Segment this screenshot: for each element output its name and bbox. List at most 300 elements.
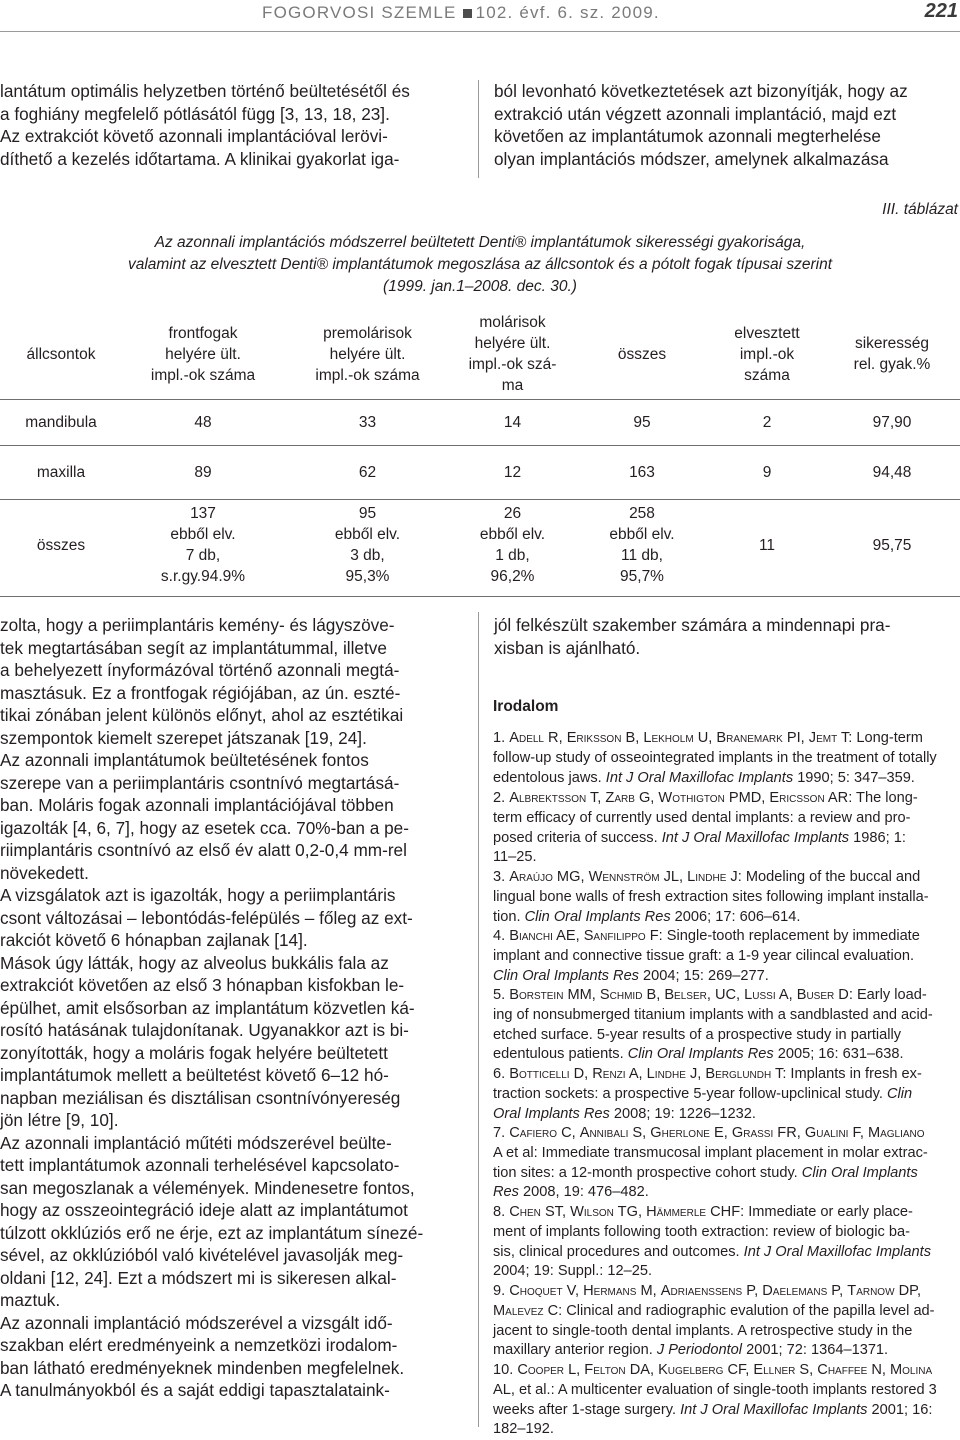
journal-title: Int J Oral Maxillofac Implants [743,1243,932,1260]
author-name: Albrektsson [509,790,587,806]
reference-item [493,789,959,868]
author-name: Daelemans [762,1283,828,1299]
text-line: növekedett. [0,862,89,883]
author-name: Lindhe [687,869,727,885]
cell-text: 94,48 [872,464,912,481]
reference-item [493,1282,959,1361]
column-header [0,309,122,400]
data-table [0,309,960,590]
column-divider [478,80,479,178]
text-line: maztuk. [0,1290,61,1310]
cell-text: mandibula [25,414,97,431]
reference-line [493,1183,959,1203]
reference-text: T, [586,790,606,806]
reference-line [493,749,959,769]
text-line: A vizsgálatok azt is igazolták, hogy a periimplantáris [0,885,396,905]
cell-text: 11 db, [621,547,663,564]
reference-text: 5. [493,987,510,1003]
page-number: 221 [924,0,958,22]
reference-text: 2006; 17: 606–614. [670,908,801,925]
text-line: Az extrakciót követő azonnali implantációval lerövi- [0,126,388,146]
reference-text: 1990; 5: 347–359. [793,769,915,786]
reference-text: 2004; 15: 269–277. [638,967,769,984]
text-line: épülhet, amit elsősorban az implantátum közvetlen ká- [0,997,415,1018]
reference-text: 1. [493,730,510,746]
table-body [0,400,960,591]
cell-text: összes [36,536,86,554]
author-name: Adriaenssens [660,1283,743,1299]
reference-text: posed criteria of success. [493,829,662,846]
reference-text: edentulous patients. [493,1046,628,1063]
header-text: molárisok [479,314,546,331]
reference-text: 182–192. [493,1421,554,1438]
journal-title: Clin [886,1085,913,1102]
cell-text: maxilla [36,464,86,481]
column-header [710,309,824,400]
reference-text: MG, [552,869,589,885]
author-name: Branemark [716,730,783,746]
reference-line [493,809,959,829]
reference-item [493,729,959,788]
author-name: Jemt [808,730,838,746]
text-line: Mások úgy látták, hogy az alveolus bukkális fala az [0,952,389,973]
text-line: sével, az okklúzióból való kivételével javasolják meg- [0,1245,404,1265]
reference-line [493,986,959,1006]
reference-line [493,1124,959,1144]
reference-text: T: Long-term [837,730,923,746]
author-name: Lussi [744,987,776,1003]
text-line: jól felkészült szakember számára a mindennapi pra- [494,615,891,635]
reference-text: AE, [552,928,584,944]
text-line: a foghiány megfelelő pótlásától függ [3, 13, 18, 23]. [0,103,390,124]
text-line: igazolták [4, 6, 7], hogy az esetek cca. 70%-ban a pe- [0,817,409,838]
reference-text: G, [634,790,659,806]
reference-line [493,1065,959,1085]
reference-line [493,1105,959,1125]
cell-text: 95,75 [872,536,912,554]
cell-text: 95,3% [345,568,390,585]
table-cell [710,500,824,591]
reference-item [493,1065,959,1124]
reference-text: J, [685,1066,706,1082]
reference-text: B, [642,987,665,1003]
reference-line [493,1223,959,1243]
cell-text: 3 db, [350,547,385,564]
table-row [0,446,960,500]
cell-text: 1 db, [495,547,530,564]
body-left-column [0,614,463,1402]
reference-line [493,1381,959,1401]
text-line: Az azonnali implantáció módszerével a vizsgált idő- [0,1312,393,1333]
text-line: implantátumok mellett a beültetést követő 6–12 hó- [0,1065,389,1085]
header-text: sikeresség [854,335,930,352]
table-cell [824,400,960,446]
reference-line [493,1420,959,1440]
cell-text: 12 [503,464,522,481]
journal-title: Int J Oral Maxillofac Implants [661,829,850,846]
text-line: szempontok kiemelt szerepet játszanak [19, 24]. [0,727,367,748]
reference-text: 2001; 16: [867,1401,933,1418]
reference-line [493,868,959,888]
author-name: Choquet [509,1283,563,1299]
reference-text: 4. [493,928,510,944]
header-text: ma [501,377,524,394]
reference-text: U, [693,730,717,746]
table-cell [451,500,574,591]
table-cell [451,400,574,446]
cell-text: 33 [358,414,377,431]
table-cell [0,400,122,446]
running-header [0,0,960,30]
text-line: követően az implantátumok azonnali megterhelése [494,126,881,146]
reference-text: tion. [493,908,525,925]
author-name: Sanfilippo [583,928,646,944]
table-row [0,400,960,446]
author-name: Wennström [588,869,660,885]
journal-title: Clin Oral Implants [801,1164,918,1181]
reference-text: tion sites: a 12-month prospective cohort study. [493,1164,802,1181]
table-cell [122,400,284,446]
text-line: szakban elért eredményeink a nemzetközi irodalom- [0,1335,398,1355]
author-name: Felton [584,1362,626,1378]
author-name: Buser [796,987,835,1003]
reference-text: T: Implants in fresh ex- [771,1066,922,1082]
author-name: Magliano [867,1125,925,1141]
reference-text: FR, [773,1125,805,1141]
table-cell [284,500,451,591]
journal-title: Res [493,1184,519,1201]
cell-text: 95 [358,505,377,522]
text-line: lantátum optimális helyzetben történő beültetésétől és [0,81,410,101]
cell-text: 11 [758,536,776,554]
reference-line [493,1401,959,1421]
table-header-row [0,309,960,400]
reference-item [493,868,959,927]
text-line: Az azonnali implantátumok beültetésének fontos [0,750,369,770]
journal-name: FOGORVOSI SZEMLE [262,3,457,22]
author-name: Lindhe [646,1066,686,1082]
reference-text: DA, [625,1362,659,1378]
reference-text: 2008; 19: 1226–1232. [609,1105,756,1122]
reference-text: follow-up study of osseointegrated implants in the treatment of totally [493,749,937,766]
text-line: jön létre [9, 10]. [0,1110,119,1130]
caption-line: (1999. jan.1–2008. dec. 30.) [383,278,577,295]
reference-line [493,1164,959,1184]
reference-text: MM, [563,987,600,1003]
reference-line [493,1045,959,1065]
reference-text: B, [621,730,644,746]
reference-line [493,1302,959,1322]
author-name: Gherlone [650,1125,710,1141]
author-name: Berglundh [705,1066,772,1082]
reference-line [493,729,959,749]
header-text: impl.-ok száma [150,366,256,384]
reference-text: implant and connective tissue graft: a 1-9 year cilincal evaluation. [493,947,915,964]
reference-text: D, [569,1066,593,1082]
reference-text: traction sockets: a prospective 5-year follow-upclinical study. [493,1085,887,1102]
table-cell [824,446,960,500]
cell-text: 48 [194,414,212,431]
reference-text: S, [795,1362,818,1378]
journal-issue: 102. évf. 6. sz. 2009. [475,3,660,22]
reference-text: L, [564,1362,585,1378]
author-name: Araújo [509,869,553,885]
table-row [0,500,960,591]
cell-text: 89 [194,464,212,481]
reference-text: 8. [493,1204,510,1220]
cell-text: 163 [629,464,655,481]
reference-text: P, [742,1283,763,1299]
author-name: Malevez [493,1302,544,1319]
text-line: tett implantátumok azonnali terhelésével kapcsolato- [0,1155,400,1175]
reference-text: jacent to single-tooth dental implants. A retrospective study in the [493,1322,913,1339]
reference-text: M, [636,1283,661,1299]
reference-text: CHF: Immediate or early place- [706,1204,913,1220]
text-line: A tanulmányokból és a saját eddigi tapasztalataink- [0,1380,390,1400]
reference-item [493,986,959,1065]
reference-text: A, [625,1066,647,1082]
table-cell [284,446,451,500]
reference-text: 11–25. [493,849,537,866]
table-cell [0,446,122,500]
reference-text: F: Single-tooth replacement by immediate [645,928,920,944]
author-name: Kugelberg [658,1362,724,1378]
header-rule [0,31,960,32]
reference-line [493,888,959,908]
caption-line: valamint az elvesztett Denti® implantátumok megoszlása az állcsontok és a pótolt fogak típusai szerint [127,256,833,273]
table-cell [574,500,710,591]
reference-text: DP, [894,1283,922,1299]
reference-text: CF, [723,1362,754,1378]
journal-title: Int J Oral Maxillofac Implants [680,1401,868,1418]
journal-header [262,3,660,23]
reference-line [493,967,959,987]
journal-title: Int J Oral Maxillofac Implants [605,769,794,786]
table-caption [0,232,960,298]
text-line: díthető a kezelés időtartama. A klinikai gyakorlat iga- [0,148,400,169]
reference-line [493,829,959,849]
author-name: Eriksson [566,730,622,746]
text-line: tek megtartásában segít az implantátummal, illetve [0,637,387,658]
reference-line [493,848,959,868]
table-cell [824,500,960,591]
reference-text: F, [848,1125,868,1141]
text-line: xisban is ajánlható. [494,637,641,658]
author-name: Wothigton [658,790,725,806]
cell-text: ebből elv. [609,526,675,543]
column-header [574,309,710,400]
reference-text: V, [562,1283,584,1299]
cell-text: 137 [190,505,216,522]
cell-text: 9 [762,464,772,481]
text-line: masztásuk. Ez a frontfogak régiójában, az ún. eszté- [0,682,401,703]
cell-text: 258 [629,505,655,522]
text-line: napban meziálisan és disztálisan csontnívónyereség [0,1087,401,1108]
cell-text: ebből elv. [334,526,401,543]
header-text: helyére ült. [474,335,551,352]
cell-text: 2 [762,414,772,431]
table-cell [284,400,451,446]
cell-text: 26 [503,505,522,522]
author-name: Chaffee [817,1362,868,1378]
reference-text: maxillary anterior region. [493,1342,657,1359]
reference-text: 2. [493,790,510,806]
reference-text: ST, [540,1204,571,1220]
author-name: Botticelli [509,1066,570,1082]
reference-text: lingual bone walls of fresh extraction sites following implant installa- [493,888,929,905]
reference-text: edentolous jaws. [493,769,606,786]
table-cell [574,446,710,500]
reference-item [493,1124,959,1203]
reference-line [493,1262,959,1282]
table-cell [122,446,284,500]
reference-line [493,789,959,809]
reference-line [493,1243,959,1263]
reference-text: etched surface. 5-year results of a prospective study in partially [493,1026,902,1043]
author-name: Hermans [583,1283,637,1299]
text-line: riimplantáris csontnívó az első év alatt 0,2-0,4 mm-rel [0,840,407,860]
author-name: Lekholm [643,730,694,746]
reference-item [493,1361,959,1440]
text-line: rakciót követő 6 hónapban zajlanak [14]. [0,930,308,950]
text-line: rosító hatásának tulajdonítanak. Ugyanakkor azt is bi- [0,1020,409,1040]
author-name: Bianchi [509,928,553,944]
author-name: Schmid [599,987,643,1003]
table-cell [0,500,122,591]
header-text: rel. gyak.% [853,356,931,373]
caption-line: Az azonnali implantációs módszerrel beültetett Denti® implantátumok sikerességi gyakorisága, [154,234,806,251]
reference-line [493,1361,959,1381]
cell-text: 97,90 [872,414,912,431]
author-name: Gualini [804,1125,849,1141]
journal-title: Clin Oral Implants Res [493,967,639,984]
column-header [284,309,451,400]
reference-text: AL, et al.: A multicenter evaluation of single-tooth implants restored 3 [493,1381,937,1398]
text-line: zolta, hogy a periimplantáris kemény- és lágyszöve- [0,615,395,635]
reference-text: J: Modeling of the buccal and [726,869,921,885]
text-line: extrakciót követően az első 3 hónapban kisfokban le- [0,975,405,995]
reference-text: P, [827,1283,848,1299]
author-name: Renzi [592,1066,626,1082]
table-bottom-rule [0,596,960,597]
header-text: frontfogak [168,324,238,342]
author-name: Hämmerle [646,1204,707,1220]
text-line: oldani [12, 24]. Ezt a módszert mi is sikeresen alkal- [0,1267,397,1288]
reference-text: 2004; 19: Suppl.: 12–25. [493,1263,653,1280]
cell-text: ebből elv. [479,526,546,543]
reference-text: A et al: Immediate transmucosal implant placement in molar extrac- [493,1144,928,1161]
author-name: Chen [509,1204,541,1220]
reference-text: 10. [493,1362,518,1378]
reference-line [493,1085,959,1105]
reference-text: , UC, [706,987,745,1003]
header-text: helyére ült. [329,345,406,363]
reference-text: ing of nonsubmerged titanium implants with a sandblasted and acid- [493,1006,933,1023]
header-text: premolárisok [323,324,412,342]
cell-text: 95 [633,414,651,431]
references-heading: Irodalom [493,698,559,715]
table-cell [710,446,824,500]
column-header [451,309,574,400]
table-cell [574,400,710,446]
header-text: állcsontok [26,345,96,363]
text-line: túlzott okklúziós erő ne érje, ezt az implantátum sínezé- [0,1222,424,1243]
reference-text: A, [775,987,797,1003]
reference-text: R, [543,730,567,746]
column-divider [478,612,479,1427]
header-text: száma [744,366,790,384]
reference-text: PI, [782,730,809,746]
author-name: Tarnow [847,1283,895,1299]
text-line: a behelyezett ínyformázóval történő azonnali megtá- [0,660,400,680]
reference-line [493,1026,959,1046]
reference-line [493,947,959,967]
text-line: ban látható eredményeknek mindenben megfelelnek. [0,1357,405,1378]
cell-text: 7 db, [185,547,221,564]
column-header [824,309,960,400]
text-line: tikai zónában jelent különös előnyt, ahol az esztétikai [0,705,404,725]
reference-text: 2008, 19: 476–482. [518,1184,649,1201]
header-text: összes [617,345,667,363]
text-line: extrakció után végzett azonnali implantáció, majd ezt [494,103,897,124]
text-line: csont változásai – lebontódás-felépülés – főleg az ext- [0,907,413,928]
body-right-column [494,614,958,659]
journal-title: Clin Oral Implants Res [524,908,671,925]
text-line: ban. Moláris fogak azonnali implantációjával többen [0,795,394,815]
header-text: elvesztett [734,324,800,342]
author-name: Annibali [579,1125,629,1141]
author-name: Borstein [509,987,564,1003]
reference-text: term efficacy of currently used dental implants: a review and pro- [493,809,911,826]
author-name: Ellner [753,1362,796,1378]
reference-text: S, [628,1125,651,1141]
reference-text: C: Clinical and radiographic evalution of the papilla level ad- [543,1302,935,1319]
reference-text: sis, clinical procedures and outcomes. [493,1243,744,1260]
reference-line [493,769,959,789]
reference-line [493,1006,959,1026]
reference-text: weeks after 1-stage surgery. [493,1401,681,1418]
table-cell [710,400,824,446]
cell-text: s.r.gy.94.9% [160,568,246,585]
reference-text: JL, [659,869,688,885]
top-left-column [0,80,463,170]
reference-item [493,1203,959,1282]
cell-text: ebből elv. [170,526,236,543]
reference-line [493,908,959,928]
header-text: impl.-ok szá- [468,356,557,373]
author-name: Cafiero [509,1125,558,1141]
reference-text: 9. [493,1283,510,1299]
text-line: ból levonható következtetések azt bizonyítják, hogy az [494,81,908,101]
header-text: impl.-ok [739,345,795,363]
reference-line [493,1144,959,1164]
reference-text: PMD, [724,790,770,806]
reference-item [493,927,959,986]
reference-line [493,1341,959,1361]
cell-text: 96,2% [490,568,535,585]
text-line: Az azonnali implantáció műtéti módszerével beülte- [0,1132,392,1153]
cell-text: 62 [358,464,377,481]
author-name: Wilson [570,1204,614,1220]
table-cell [451,446,574,500]
reference-text: C, [557,1125,580,1141]
author-name: Belser [664,987,707,1003]
author-name: Adell [509,730,544,746]
reference-text: 3. [493,869,510,885]
reference-text: 2005; 16: 631–638. [773,1046,904,1063]
reference-line [493,1322,959,1342]
reference-text: 6. [493,1066,510,1082]
